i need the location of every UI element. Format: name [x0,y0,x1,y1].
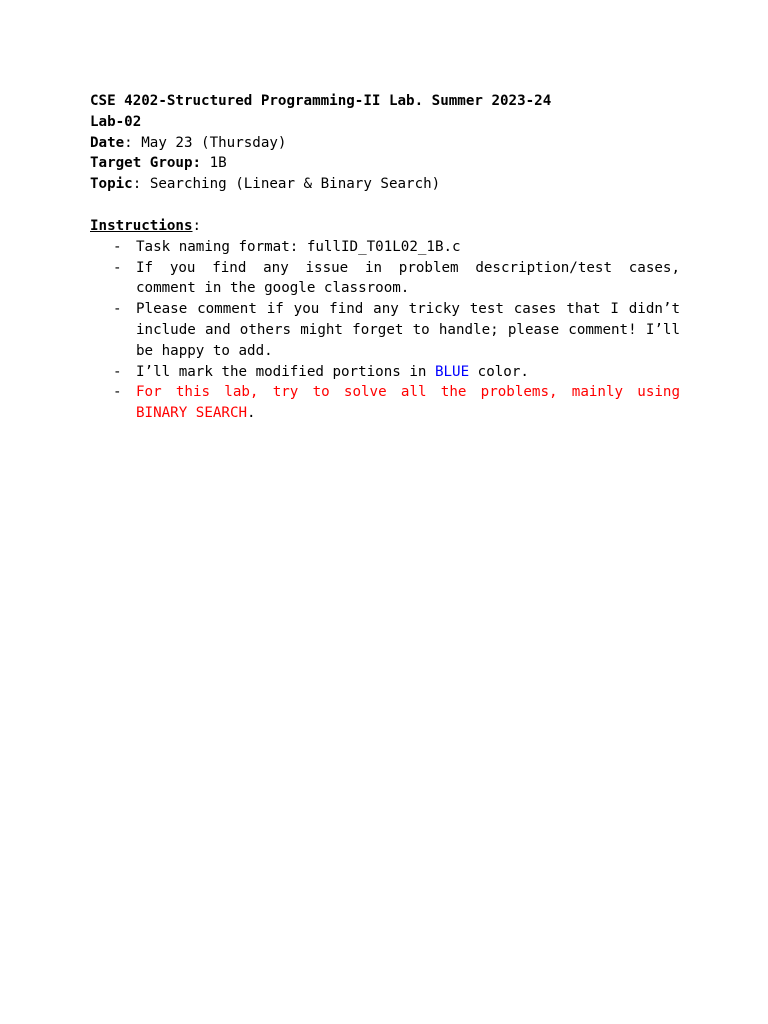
bullet-dash: - [113,384,122,401]
instructions-heading: Instructions [90,217,193,234]
instruction-item [90,382,680,424]
blue-highlight-text: BLUE [434,363,470,380]
topic-label: Topic [90,176,133,193]
date-line [90,133,680,154]
bullet-dash: - [113,259,122,276]
target-group-separator [201,155,210,171]
topic-separator: : [132,176,150,193]
instruction-item [90,237,680,258]
target-group-label: Target Group: [90,155,202,172]
instruction-text: If you find any issue in problem description/test cases, comment in the google classroom. [136,259,680,297]
date-separator: : [124,134,142,151]
bullet-dash: - [113,238,122,255]
instruction-text: Task naming format: fullID_T01L02_1B.c [136,238,461,255]
paragraph-spacer [90,195,680,216]
course-title: CSE 4202-Structured Programming-II Lab. Summer 2023-24 [90,93,552,109]
red-emphasis-text: For this lab, try to solve all the problems, mainly using BINARY SEARCH [136,384,680,422]
instruction-item [90,299,680,361]
target-group-line [90,153,680,174]
instruction-text: I’ll mark the modified portions in [136,363,435,380]
bullet-dash: - [113,363,122,380]
document-body [90,91,680,424]
instruction-text-end: . [247,405,256,422]
instruction-text-end: color. [469,363,529,380]
bullet-dash: - [113,301,122,318]
instruction-text: Please comment if you find any tricky test cases that I didn’t include and others might forget to handle; please comment! I’ll be happy to add. [136,301,680,359]
lab-number: Lab-02 [90,113,142,130]
date-label: Date [90,134,125,151]
date-value: May 23 (Thursday) [141,134,287,151]
topic-value: Searching (Linear & Binary Search) [149,176,441,193]
instructions-list [90,237,680,424]
instructions-heading-line [90,216,680,237]
instructions-colon: : [192,217,202,234]
target-group-value: 1B [209,155,227,172]
instruction-item [90,362,680,383]
instruction-item [90,258,680,300]
topic-line [90,174,680,195]
